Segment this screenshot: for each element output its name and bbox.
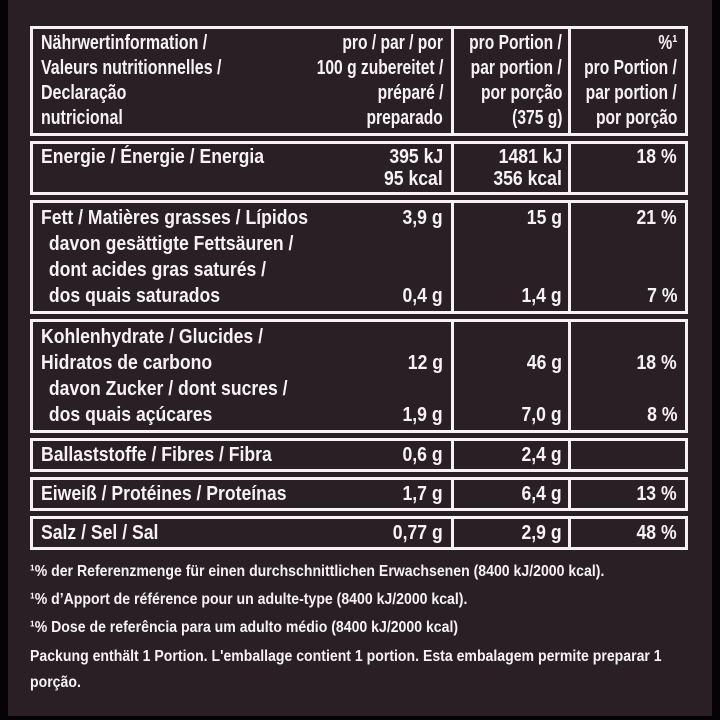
nutrient-label: Fett / Matières grasses / Lípidos bbox=[41, 207, 309, 229]
per100-value: 95 kcal bbox=[384, 168, 443, 190]
portion-value: 2,4 g bbox=[521, 444, 562, 466]
header-portion: pro Portion / bbox=[469, 32, 562, 54]
portion-value: 2,9 g bbox=[521, 522, 562, 544]
left-frame-strip bbox=[0, 0, 8, 720]
row-energie bbox=[30, 141, 688, 195]
header-line bbox=[41, 31, 443, 56]
header-dv: par portion / bbox=[585, 82, 677, 104]
header-portion: por porção bbox=[480, 82, 562, 104]
nutrient-label: Hidratos de carbono bbox=[41, 352, 213, 374]
header-per100: préparé / bbox=[377, 82, 443, 104]
row-ballaststoffe bbox=[30, 438, 688, 472]
nutrient-label: Ballaststoffe / Fibres / Fibra bbox=[41, 444, 272, 466]
header-title: Nährwertinformation / bbox=[41, 32, 208, 54]
portion-value: 1481 kJ bbox=[498, 146, 562, 168]
portion-value: 6,4 g bbox=[521, 483, 562, 505]
per100-value: 0,77 g bbox=[393, 522, 443, 544]
header-title: nutricional bbox=[41, 107, 123, 129]
footnotes bbox=[30, 560, 688, 696]
header-dv: pro Portion / bbox=[584, 57, 677, 79]
header-title: Valeurs nutritionnelles / bbox=[41, 57, 222, 79]
dv-value: 18 % bbox=[636, 146, 677, 168]
row-salz bbox=[30, 516, 688, 550]
nutrient-label: Kohlenhydrate / Glucides / bbox=[41, 326, 264, 348]
row-fett bbox=[30, 200, 688, 314]
row-eiweiss bbox=[30, 477, 688, 511]
per100-value: 3,9 g bbox=[402, 207, 443, 229]
header-cell-portion bbox=[451, 29, 568, 133]
header-dv: %¹ bbox=[657, 32, 677, 54]
header-dv: por porção bbox=[595, 107, 677, 129]
dv-value: 13 % bbox=[636, 483, 677, 505]
dv-value: 18 % bbox=[636, 352, 677, 374]
per100-value: 1,9 g bbox=[402, 404, 443, 426]
row-kohlenhydrate bbox=[30, 319, 688, 433]
per100-value: 1,7 g bbox=[402, 483, 443, 505]
nutrient-label: Eiweiß / Protéines / Proteínas bbox=[41, 483, 287, 505]
header-portion: (375 g) bbox=[511, 107, 562, 129]
bottom-frame-strip bbox=[0, 716, 720, 720]
header-title: Declaração bbox=[41, 82, 127, 104]
sub-nutrient-label: dont acides gras saturés / bbox=[48, 259, 267, 281]
sub-nutrient-label: dos quais saturados bbox=[48, 285, 221, 307]
header-cell-daily-value bbox=[568, 29, 685, 133]
dv-value: 8 % bbox=[646, 404, 677, 426]
header-per100: preparado bbox=[366, 107, 443, 129]
dv-value: 21 % bbox=[636, 207, 677, 229]
header-cell-names-per100 bbox=[33, 29, 451, 133]
nutrient-label: Salz / Sel / Sal bbox=[41, 522, 159, 544]
header-line bbox=[41, 56, 443, 81]
table-header-row bbox=[30, 26, 688, 136]
header-line bbox=[41, 81, 443, 106]
per100-value: 12 g bbox=[407, 352, 443, 374]
portion-value: 15 g bbox=[526, 207, 562, 229]
header-line bbox=[41, 106, 443, 131]
footnote-reference-de: ¹% der Referenzmenge für einen durchschnittlichen Erwachsenen (8400 kJ/2000 kcal). bbox=[30, 563, 605, 580]
portion-value: 1,4 g bbox=[521, 285, 562, 307]
per100-value: 0,4 g bbox=[402, 285, 443, 307]
nutrient-label: Energie / Énergie / Energia bbox=[41, 146, 265, 168]
portion-value: 7,0 g bbox=[521, 404, 562, 426]
dv-value: 48 % bbox=[636, 522, 677, 544]
package-portion-note: Packung enthält 1 Portion. L'emballage contient 1 portion. Esta embalagem permite preparar 1 porção. bbox=[30, 648, 662, 691]
right-frame-strip bbox=[712, 0, 720, 720]
footnote-reference-pt: ¹% Dose de referência para um adulto médio (8400 kJ/2000 kcal) bbox=[30, 619, 459, 636]
portion-value: 46 g bbox=[526, 352, 562, 374]
header-per100: pro / par / por bbox=[342, 32, 443, 54]
sub-nutrient-label: davon gesättigte Fettsäuren / bbox=[48, 233, 294, 255]
label-content bbox=[30, 26, 688, 696]
header-per100: 100 g zubereitet / bbox=[316, 57, 443, 79]
sub-nutrient-label: davon Zucker / dont sucres / bbox=[48, 378, 288, 400]
sub-nutrient-label: dos quais açúcares bbox=[48, 404, 213, 426]
footnote-reference-fr: ¹% d’Apport de référence pour un adulte-type (8400 kJ/2000 kcal). bbox=[30, 591, 468, 608]
dv-value: 7 % bbox=[646, 285, 677, 307]
per100-value: 0,6 g bbox=[402, 444, 443, 466]
per100-value: 395 kJ bbox=[389, 146, 443, 168]
header-portion: par portion / bbox=[470, 57, 562, 79]
portion-value: 356 kcal bbox=[493, 168, 562, 190]
